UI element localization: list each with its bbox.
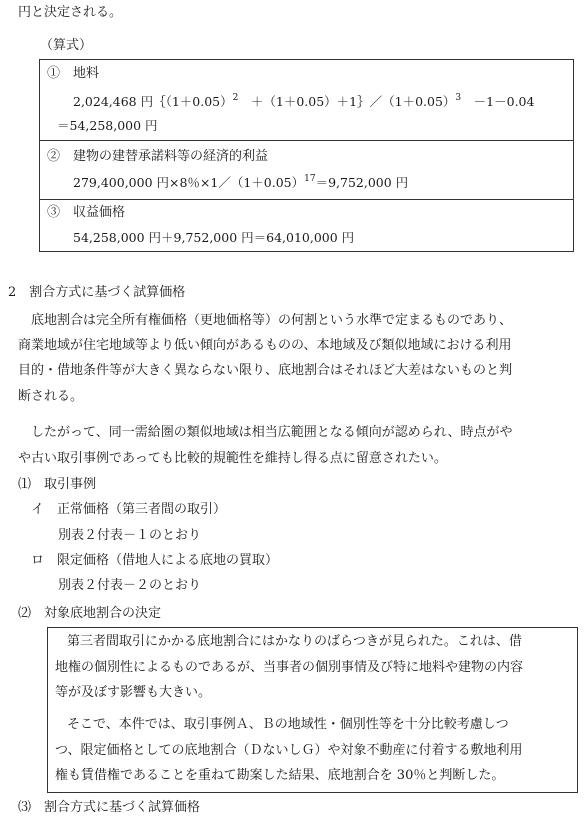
item1-result: ＝54,258,000 円 (57, 118, 158, 133)
calc-divider-1 (39, 140, 574, 141)
sub2-box-line: そこで、本件では、取引事例Ａ、Ｂの地域性・個別性等を十分比較考慮しつ (67, 717, 509, 732)
sub2-box-line: 地権の個別性によるものであるが、当事者の個別事情及び特に地料や建物の内容 (55, 660, 524, 675)
sub1-ro-heading: ロ 限定価格（借地人による底地の買取） (31, 553, 279, 568)
sub2-box-line: つ、限定価格としての底地割合（ＤないしＧ）や対象不動産に付着する敷地利用 (55, 743, 523, 758)
calc-divider-2 (39, 199, 574, 200)
para1-line: 目的・借地条件等が大きく異ならない限り、底地割合はそれほど大差はないものと判 (18, 363, 513, 378)
sub2-heading: ⑵ 対象底地割合の決定 (18, 606, 162, 621)
intro-text: 円と決定される。 (18, 5, 123, 20)
item1-formula: 2,024,468 円$\{(1+0.05)^2$ $+(1+0.05)+1\}/(1+0.05)^3$ －1－0.04 (73, 93, 535, 109)
sub2-box-line: 権も賃借権であることを重ねて勘案した結果、底地割合を 30％と判断した。 (55, 768, 505, 783)
sub3-heading: ⑶ 割合方式に基づく試算価格 (18, 800, 201, 815)
item3-formula: 54,258,000 円＋9,752,000 円＝64,010,000 円 (73, 230, 355, 245)
sub1-ro-text: 別表２付表－２のとおり (58, 578, 202, 593)
item3-title: ③ 収益価格 (47, 205, 126, 220)
para2-line: したがって、同一需給圏の類似地域は相当広範囲となる傾向が認められ、時点がや (31, 425, 513, 440)
calc-heading: （算式） (40, 38, 93, 53)
item1-title: ① 地料 (47, 66, 100, 81)
item2-formula: 279,400,000 円×8％$\times 1/(1+0.05)^{17}=9,752,000$ 円 (73, 174, 409, 190)
item2-title: ② 建物の建替承諾料等の経済的利益 (47, 149, 269, 164)
sub1-i-text: 別表２付表－１のとおり (58, 528, 202, 543)
sub1-heading: ⑴ 取引事例 (18, 477, 97, 492)
para2-line: や古い取引事例であっても比較的規範性を維持し得る点に留意されたい。 (18, 451, 447, 466)
sub2-box-line: 等が及ぼす影響も大きい。 (55, 685, 212, 700)
section2-heading: 2 割合方式に基づく試算価格 (8, 285, 186, 300)
sub1-i-heading: イ 正常価格（第三者間の取引） (31, 502, 227, 517)
para1-line: 底地割合は完全所有権価格（更地価格等）の何割という水準で定まるものであり、 (31, 313, 513, 328)
sub2-box-line: 第三者間取引にかかる底地割合にはかなりのばらつきが見られた。これは、借 (67, 634, 522, 649)
para1-line: 商業地域が住宅地域等より低い傾向があるものの、本地域及び類似地域における利用 (18, 338, 512, 353)
para1-line: 断される。 (18, 389, 84, 404)
